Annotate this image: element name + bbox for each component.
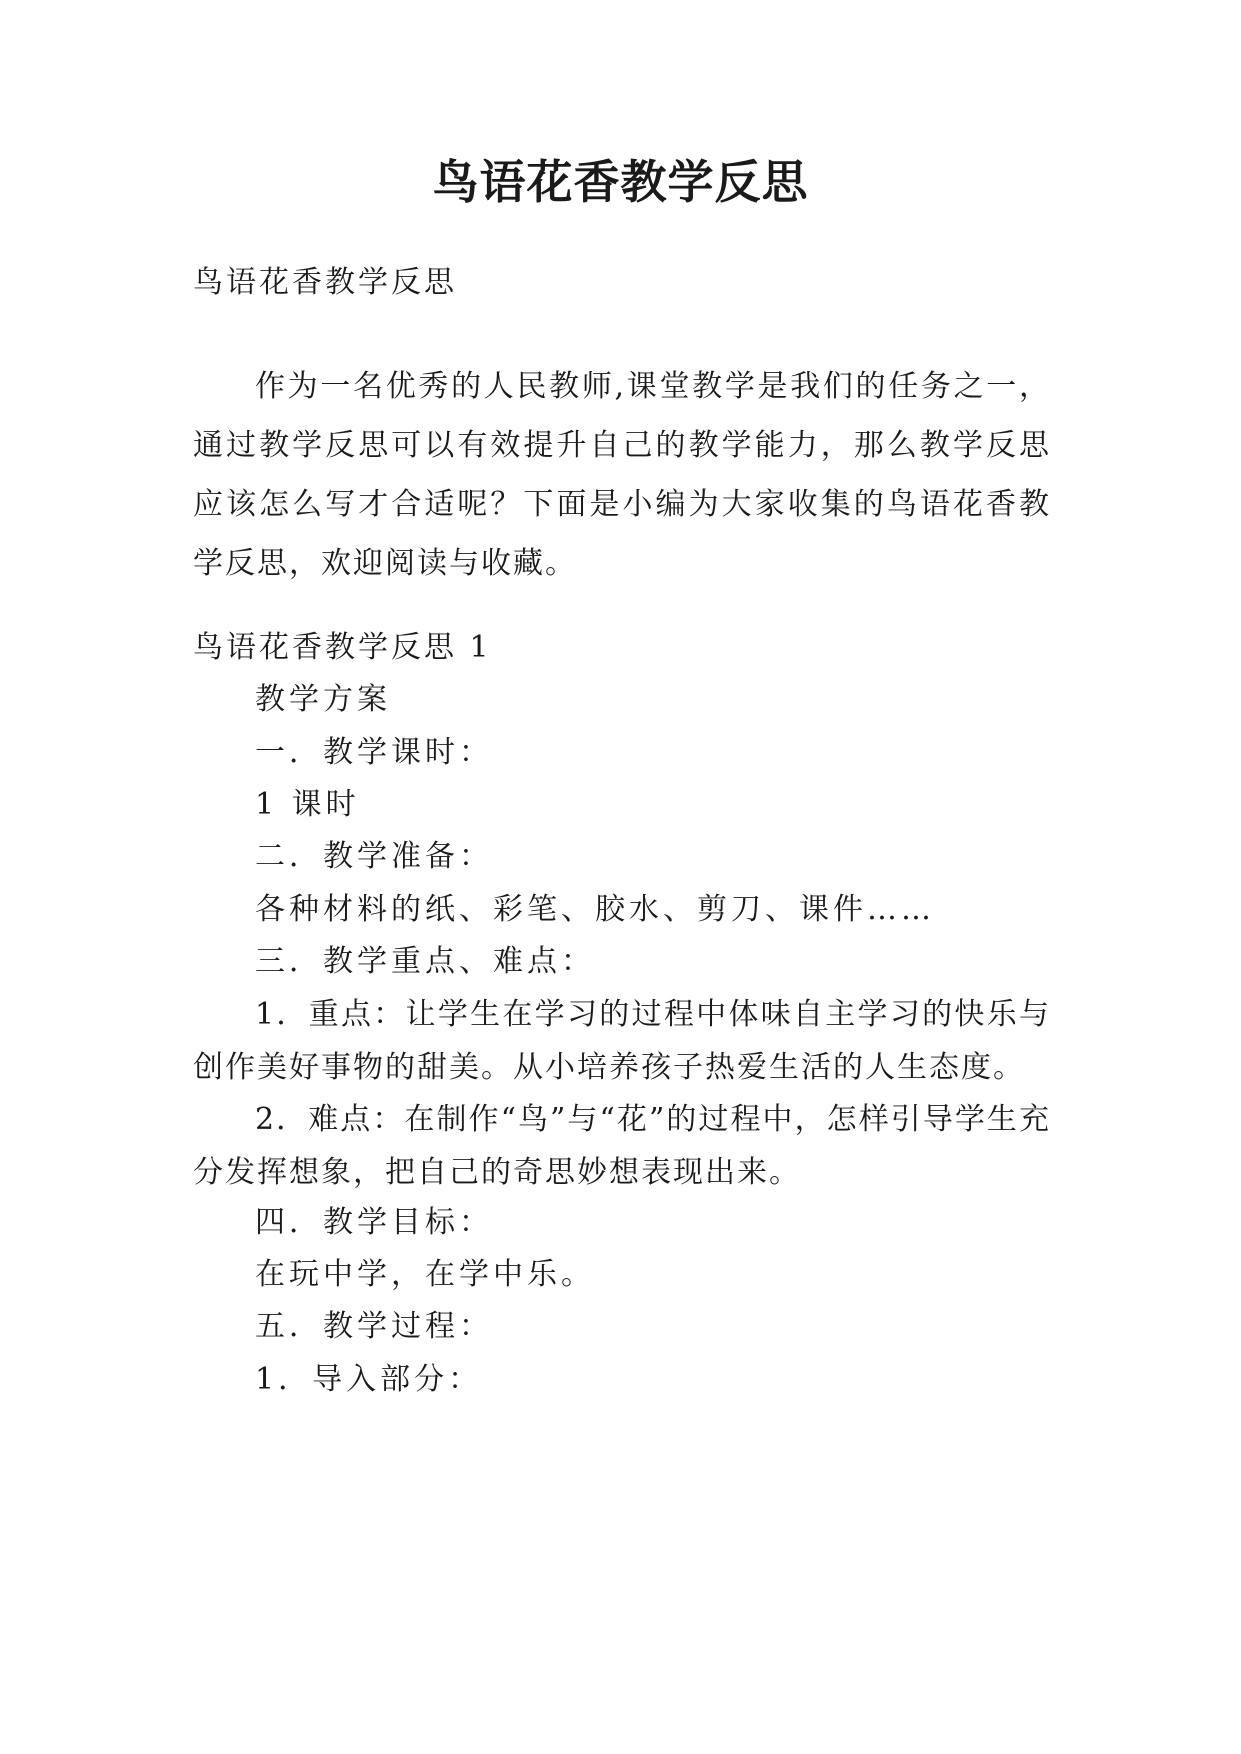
item2-heading: 二．教学准备：: [255, 839, 493, 874]
item3-heading: 三．教学重点、难点：: [255, 944, 595, 979]
section-heading: 鸟语花香教学反思 1: [193, 630, 492, 665]
item5-heading: 五．教学过程：: [255, 1309, 493, 1344]
document-title: 鸟语花香教学反思: [432, 155, 809, 209]
item1-heading: 一．教学课时：: [255, 735, 493, 770]
item4-heading: 四．教学目标：: [255, 1205, 493, 1240]
key-point-paragraph: 1．重点：让学生在学习的过程中体味自主学习的快乐与创作美好事物的甜美。从小培养孩子热爱生活的人生态度。: [193, 997, 1051, 1085]
plan-label: 教学方案: [255, 682, 391, 717]
document-subtitle: 鸟语花香教学反思: [193, 265, 457, 300]
difficult-point-paragraph: 2．难点：在制作“鸟”与“花”的过程中，怎样引导学生充分发挥想象，把自己的奇思妙想表现出来。: [193, 1102, 1051, 1190]
item5-subitem: 1．导入部分：: [255, 1362, 483, 1397]
intro-paragraph: 作为一名优秀的人民教师,课堂教学是我们的任务之一，通过教学反思可以有效提升自己的教学能力，那么教学反思应该怎么写才合适呢？下面是小编为大家收集的鸟语花香教学反思，欢迎阅读与收藏。: [193, 369, 1051, 581]
item1-value: 1 课时: [255, 787, 360, 822]
item4-value: 在玩中学，在学中乐。: [255, 1257, 595, 1292]
item2-value: 各种材料的纸、彩笔、胶水、剪刀、课件……: [255, 892, 935, 927]
